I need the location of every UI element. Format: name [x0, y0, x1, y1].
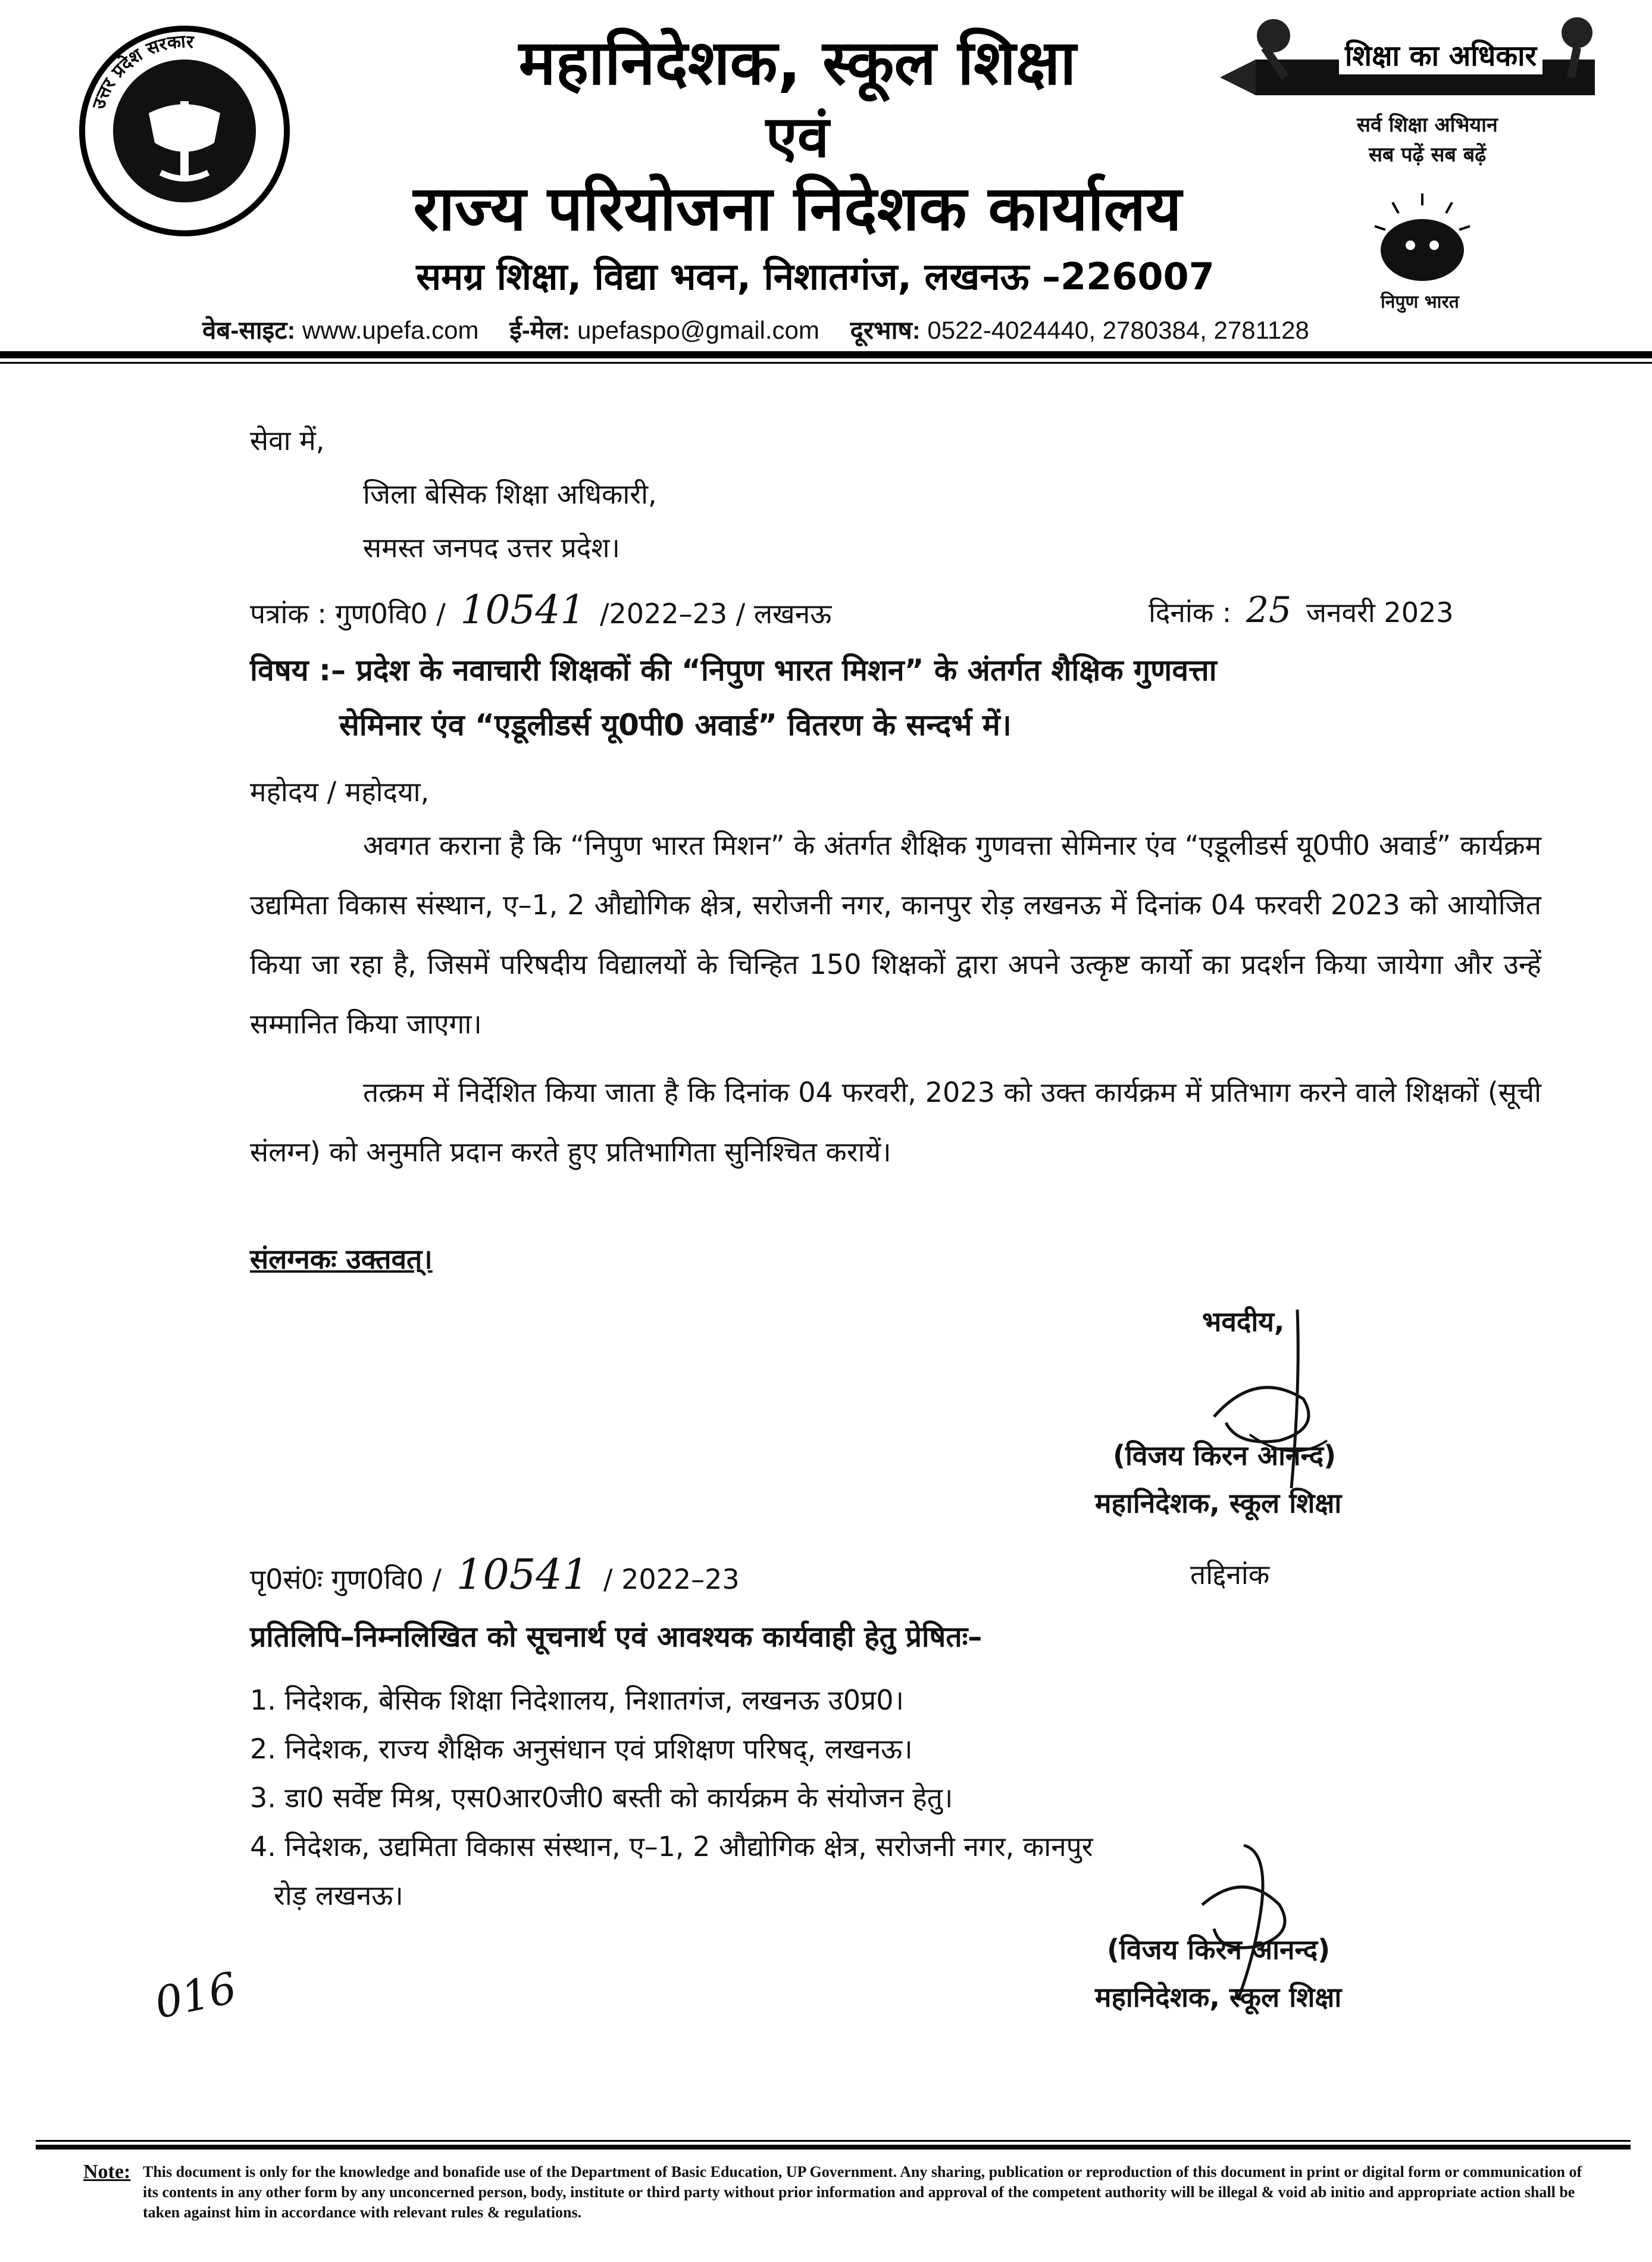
ssa-slogan-1: सर्व शिक्षा अभियान — [1357, 113, 1498, 137]
paragraph-2: तत्क्रम में निर्देशित किया जाता है कि दिनांक 04 फरवरी, 2023 को उक्त कार्यक्रम में प्रतिभाग करने वाले शिक्षकों (सूची संलग्न) को अनुमति प्रदान करते हुए प्रतिभागिता सुनिश्चित करायें। — [250, 1076, 1541, 1168]
nipun-bharat-logo — [1357, 190, 1488, 321]
ssa-logo — [1220, 12, 1607, 185]
nipun-mascot-icon — [1369, 190, 1476, 286]
footer-divider-thick — [36, 2145, 1631, 2149]
copy-reference-prefix: पृ0सं0ः गुण0वि0 / — [250, 1563, 442, 1595]
footer-note-text: This document is only for the knowledge and bonafide use of the Department of Basic Education, UP Government. Any sharing, publication or reproduction of this document in print or digital form or communication of its contents in any other form by any unconcerned person, body, institute or third party without prior information and approval of the competent authority will be illegal & void ab initio and appropriate action shall be taken against him in accordance with relevant rules & regulations. — [143, 2163, 1582, 2221]
footer-divider-thin — [36, 2140, 1631, 2142]
footer-note-label: Note: — [83, 2161, 131, 2183]
margin-handwritten-note: 016 — [150, 1962, 241, 2029]
paragraph-1: अवगत कराना है कि “निपुण भारत मिशन” के अंतर्गत शैक्षिक गुणवत्ता सेमिनार एंव “एडूलीडर्स यू0पी0 अवार्ड” कार्यक्रम उद्यमिता विकास संस्थान, ए–1, 2 औद्योगिक क्षेत्र, सरोजनी नगर, कानपुर रोड़ लखनऊ में दिनांक 04 फरवरी 2023 को आयोजित किया जा रहा है, जिसमें परिषदीय विद्यालयों के चिन्हित 150 शिक्षकों द्वारा अपने उत्कृष्ट कार्यो का प्रदर्शन किया जायेगा और उन्हें सम्मानित किया जाएगा। — [250, 829, 1541, 1040]
website-label: वेब-साइट: — [202, 316, 296, 344]
subject-line-2: सेमिनार एंव “एडूलीडर्स यू0पी0 अवार्ड” वितरण के सन्दर्भ में। — [339, 708, 1012, 742]
header-contact-line — [202, 313, 1309, 346]
subject-block — [250, 643, 1500, 752]
header-title-line1: महानिदेशक, स्कूल शिक्षा — [518, 26, 1077, 99]
copy-list — [250, 1676, 1559, 1920]
copy-list-item: 1. निदेशक, बेसिक शिक्षा निदेशालय, निशातगंज, लखनऊ उ0प्र0। — [250, 1684, 904, 1716]
salutation-to: सेवा में, — [250, 424, 325, 457]
copy-date-same: तद्दिनांक — [1190, 1558, 1270, 1591]
ssa-banner-text: शिक्षा का अधिकार — [1339, 36, 1543, 74]
email-label: ई-मेल: — [509, 316, 571, 344]
svg-text:उत्तर प्रदेश सरकार: उत्तर प्रदेश सरकार — [88, 31, 195, 112]
copy-list-item: 2. निदेशक, राज्य शैक्षिक अनुसंधान एवं प्रशिक्षण परिषद्, लखनऊ। — [250, 1733, 913, 1765]
date-prefix: दिनांक : — [1149, 596, 1232, 629]
reference-suffix: /2022–23 / लखनऊ — [600, 598, 832, 630]
recipient-line-1: जिला बेसिक शिक्षा अधिकारी, — [363, 478, 657, 510]
copy-reference-suffix: / 2022–23 — [603, 1563, 740, 1595]
subject-label: विषय :– — [250, 653, 346, 688]
header-title-line2: एवं — [765, 104, 830, 170]
date-line — [1149, 580, 1454, 642]
recipient-line-2: समस्त जनपद उत्तर प्रदेश। — [363, 532, 620, 564]
phone-numbers: 0522-4024440, 2780384, 2781128 — [927, 316, 1309, 344]
signatory-name-2: (विजय किरन आनन्द) — [1107, 1933, 1331, 1966]
copy-list-item: 3. डा0 सर्वेष्ट मिश्र, एस0आर0जी0 बस्ती को कार्यक्रम के संयोजन हेतु। — [250, 1782, 953, 1814]
greeting: महोदय / महोदया, — [250, 776, 430, 808]
copy-list-item: रोड़ लखनऊ। — [274, 1879, 403, 1911]
header-title-line3: राज्य परियोजना निदेशक कार्यालय — [413, 172, 1182, 245]
nipun-label: निपुण भारत — [1381, 292, 1459, 313]
header-divider-thin — [0, 362, 1652, 364]
copy-reference-line — [250, 1545, 740, 1609]
reference-number-handwritten: 10541 — [460, 587, 586, 633]
phone-label: दूरभाष: — [850, 316, 921, 344]
signatory-name-1: (विजय किरन आनन्द) — [1113, 1439, 1337, 1471]
signatory-title-2: महानिदेशक, स्कूल शिक्षा — [1095, 1981, 1342, 2013]
enclosure-line: संलग्नकः उक्तवत्। — [250, 1243, 433, 1275]
email-link[interactable]: upefaspo@gmail.com — [577, 316, 819, 344]
reference-prefix: पत्रांक : गुण0वि0 / — [250, 598, 446, 630]
date-suffix: जनवरी 2023 — [1306, 596, 1454, 629]
copy-list-item: 4. निदेशक, उद्यमिता विकास संस्थान, ए–1, 2 औद्योगिक क्षेत्र, सरोजनी नगर, कानपुर — [250, 1830, 1093, 1863]
ssa-slogan-2: सब पढ़ें सब बढ़ें — [1369, 143, 1487, 167]
date-day-handwritten: 25 — [1246, 589, 1292, 631]
header-address: समग्र शिक्षा, विद्या भवन, निशातगंज, लखनऊ –226007 — [416, 255, 1215, 298]
up-government-emblem — [77, 24, 292, 238]
copy-reference-number-handwritten: 10541 — [456, 1550, 589, 1599]
website-link[interactable]: www.upefa.com — [302, 316, 479, 344]
subject-line-1 — [250, 643, 1500, 698]
header-divider-thick — [0, 351, 1652, 358]
reference-line — [250, 580, 831, 643]
subject-text-1: प्रदेश के नवाचारी शिक्षकों की “निपुण भारत मिशन” के अंतर्गत शैक्षिक गुणवत्ता — [356, 653, 1217, 688]
closing: भवदीय, — [1202, 1305, 1285, 1338]
signatory-title-1: महानिदेशक, स्कूल शिक्षा — [1095, 1487, 1342, 1519]
copy-heading: प्रतिलिपि–निम्नलिखित को सूचनार्थ एवं आवश्यक कार्यवाही हेतु प्रेषितः– — [250, 1620, 983, 1654]
